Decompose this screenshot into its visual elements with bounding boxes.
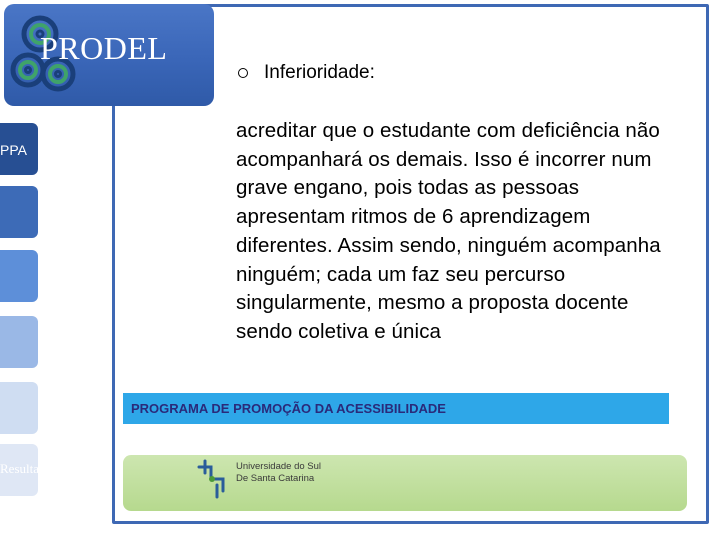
sidebar-tab-3[interactable] — [0, 250, 38, 302]
banner-text: PROGRAMA DE PROMOÇÃO DA ACESSIBILIDADE — [131, 401, 446, 416]
footer-panel — [123, 455, 687, 511]
bullet-heading-text: Inferioridade: — [264, 62, 375, 83]
bullet-icon — [238, 68, 248, 78]
logo-header — [4, 4, 214, 106]
program-banner — [123, 393, 669, 424]
university-name — [236, 461, 321, 485]
bullet-heading — [238, 62, 375, 84]
body-paragraph: acreditar que o estudante com deficiência não acompanhará os demais. Isso é incorrer num grave engano, pois todas as pessoas apresentam ritmos de 6 aprendizagem diferentes. Assim sendo, ninguém acompanha ninguém; cada um faz seu percurso singularmente, mesmo a proposta docente sendo coletiva e única — [236, 119, 661, 343]
university-name-line2: De Santa Catarina — [236, 473, 315, 484]
sidebar-tab-4[interactable] — [0, 316, 38, 368]
sidebar-tab-ppa-label: PPA — [0, 142, 27, 158]
university-name-line1: Universidade do Sul — [236, 461, 322, 472]
sidebar-tab-2[interactable] — [0, 186, 38, 238]
sidebar-tab-5[interactable] — [0, 382, 38, 434]
university-logo-icon — [191, 457, 233, 499]
app-title: PRODEL — [40, 30, 168, 66]
sidebar-tab-resultados-label: Resultados — [0, 461, 58, 476]
